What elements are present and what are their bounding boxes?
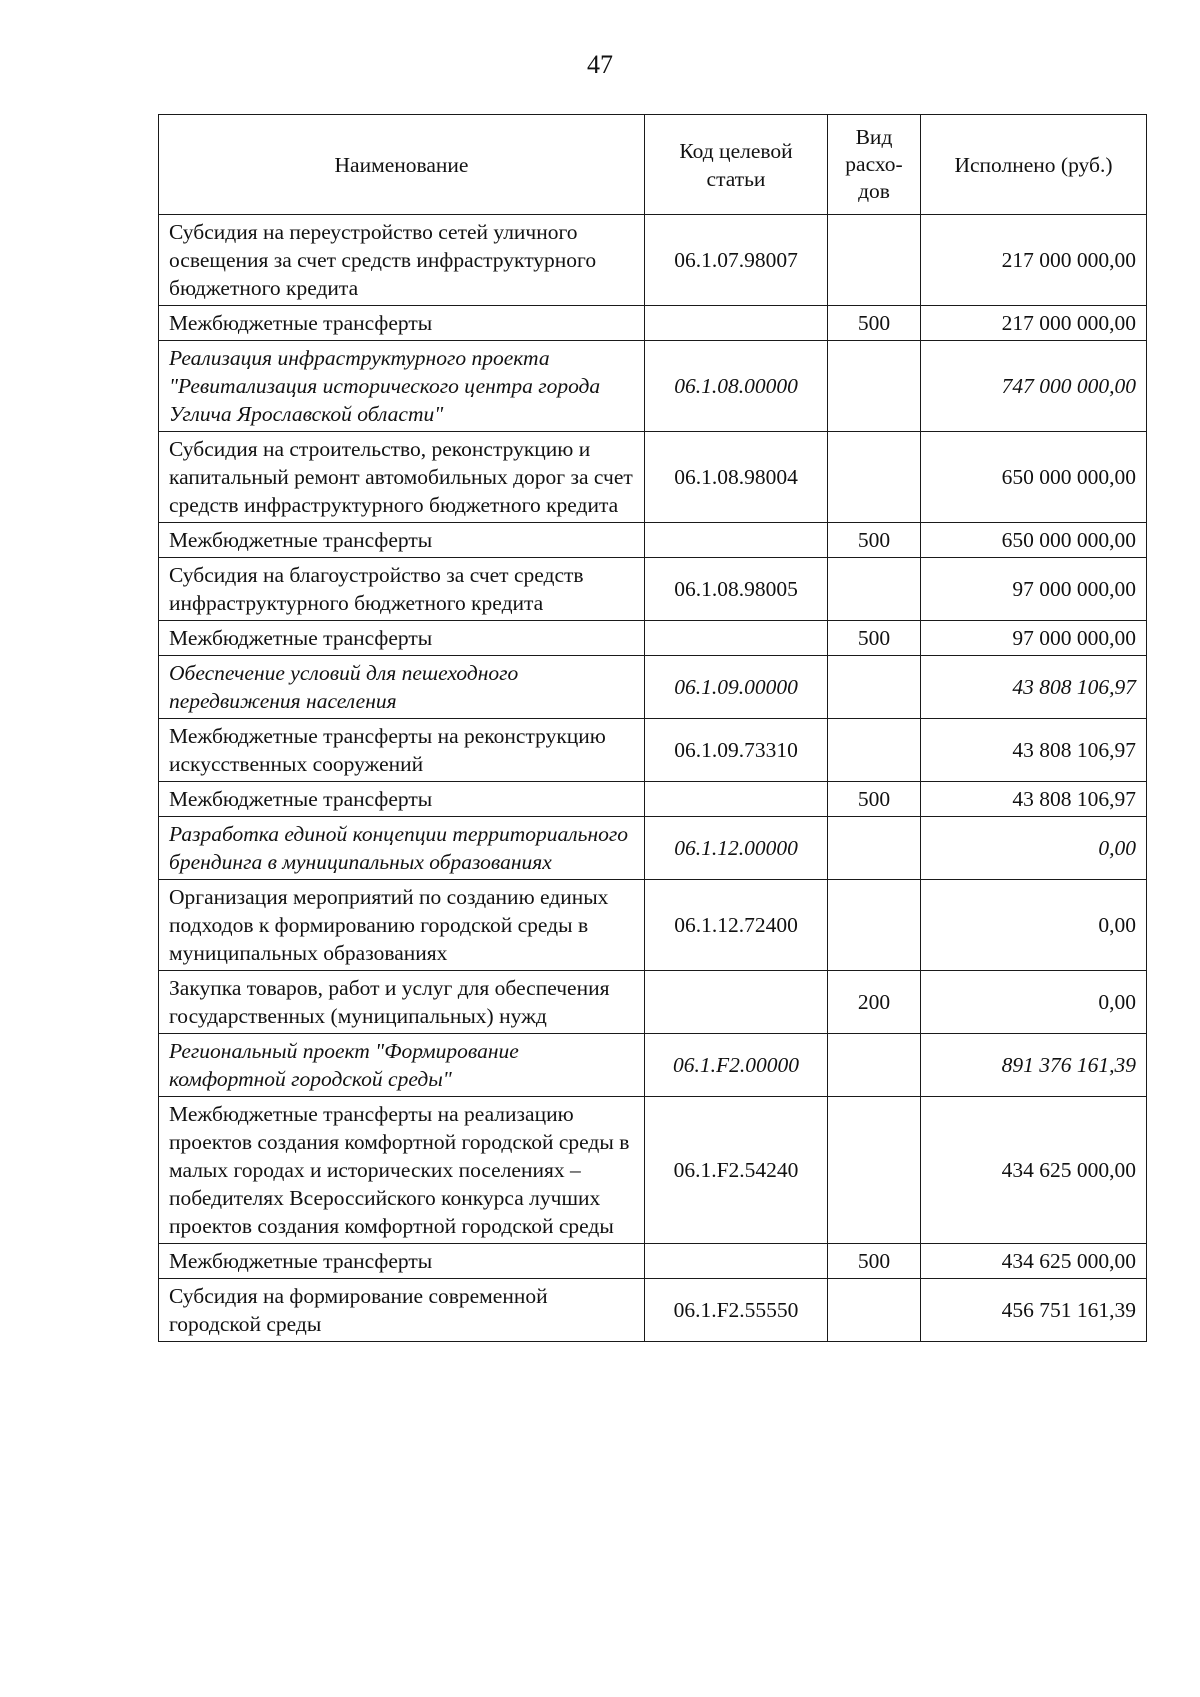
cell-name: Субсидия на переустройство сетей уличного освещения за счет средств инфраструктурного бюджетного кредита xyxy=(159,215,645,306)
cell-executed: 434 625 000,00 xyxy=(921,1097,1147,1244)
header-name: Наименование xyxy=(159,115,645,215)
table-row xyxy=(159,971,1147,1034)
cell-code: 06.1.08.00000 xyxy=(645,341,828,432)
table-row xyxy=(159,656,1147,719)
cell-executed: 43 808 106,97 xyxy=(921,719,1147,782)
cell-expense-type xyxy=(828,215,921,306)
cell-executed: 217 000 000,00 xyxy=(921,215,1147,306)
table-row xyxy=(159,1244,1147,1279)
cell-code xyxy=(645,971,828,1034)
cell-code: 06.1.08.98004 xyxy=(645,432,828,523)
table-body xyxy=(159,215,1147,1342)
cell-name: Межбюджетные трансферты на реализацию проектов создания комфортной городской среды в малых городах и исторических поселениях – победителях Всероссийского конкурса лучших проектов создания комфортной городской среды xyxy=(159,1097,645,1244)
cell-name: Субсидия на строительство, реконструкцию и капитальный ремонт автомобильных дорог за счет средств инфраструктурного бюджетного кредита xyxy=(159,432,645,523)
cell-code: 06.1.07.98007 xyxy=(645,215,828,306)
cell-executed: 97 000 000,00 xyxy=(921,621,1147,656)
cell-expense-type: 500 xyxy=(828,782,921,817)
cell-name: Межбюджетные трансферты xyxy=(159,782,645,817)
cell-expense-type xyxy=(828,432,921,523)
table-row xyxy=(159,782,1147,817)
cell-expense-type xyxy=(828,719,921,782)
cell-expense-type: 500 xyxy=(828,306,921,341)
table-row xyxy=(159,215,1147,306)
table-row xyxy=(159,306,1147,341)
cell-name: Субсидия на формирование современной городской среды xyxy=(159,1279,645,1342)
cell-name: Региональный проект "Формирование комфортной городской среды" xyxy=(159,1034,645,1097)
cell-name: Межбюджетные трансферты xyxy=(159,523,645,558)
table-row xyxy=(159,432,1147,523)
cell-expense-type: 500 xyxy=(828,621,921,656)
cell-name: Реализация инфраструктурного проекта "Ревитализация исторического центра города Углича Ярославской области" xyxy=(159,341,645,432)
cell-name: Закупка товаров, работ и услуг для обеспечения государственных (муниципальных) нужд xyxy=(159,971,645,1034)
cell-expense-type: 500 xyxy=(828,1244,921,1279)
cell-code: 06.1.08.98005 xyxy=(645,558,828,621)
cell-expense-type xyxy=(828,880,921,971)
cell-code: 06.1.12.00000 xyxy=(645,817,828,880)
table-row xyxy=(159,817,1147,880)
cell-expense-type xyxy=(828,1097,921,1244)
cell-executed: 747 000 000,00 xyxy=(921,341,1147,432)
cell-name: Разработка единой концепции территориального брендинга в муниципальных образованиях xyxy=(159,817,645,880)
cell-name: Субсидия на благоустройство за счет средств инфраструктурного бюджетного кредита xyxy=(159,558,645,621)
cell-name: Организация мероприятий по созданию единых подходов к формированию городской среды в муниципальных образованиях xyxy=(159,880,645,971)
cell-name: Межбюджетные трансферты xyxy=(159,621,645,656)
cell-code: 06.1.09.00000 xyxy=(645,656,828,719)
table-row xyxy=(159,341,1147,432)
cell-executed: 650 000 000,00 xyxy=(921,523,1147,558)
header-executed: Исполнено (руб.) xyxy=(921,115,1147,215)
cell-expense-type: 500 xyxy=(828,523,921,558)
cell-code: 06.1.12.72400 xyxy=(645,880,828,971)
table-row xyxy=(159,880,1147,971)
cell-executed: 0,00 xyxy=(921,880,1147,971)
cell-code: 06.1.F2.00000 xyxy=(645,1034,828,1097)
cell-code xyxy=(645,621,828,656)
cell-executed: 217 000 000,00 xyxy=(921,306,1147,341)
cell-name: Обеспечение условий для пешеходного передвижения населения xyxy=(159,656,645,719)
cell-executed: 891 376 161,39 xyxy=(921,1034,1147,1097)
header-expense-type: Вид расхо-дов xyxy=(828,115,921,215)
cell-name: Межбюджетные трансферты на реконструкцию искусственных сооружений xyxy=(159,719,645,782)
budget-execution-table xyxy=(158,114,1147,1342)
cell-code: 06.1.09.73310 xyxy=(645,719,828,782)
page-number: 47 xyxy=(587,50,613,79)
header-code: Код целевой статьи xyxy=(645,115,828,215)
table-row xyxy=(159,719,1147,782)
cell-executed: 0,00 xyxy=(921,817,1147,880)
cell-name: Межбюджетные трансферты xyxy=(159,1244,645,1279)
cell-executed: 43 808 106,97 xyxy=(921,782,1147,817)
cell-executed: 456 751 161,39 xyxy=(921,1279,1147,1342)
cell-expense-type xyxy=(828,656,921,719)
cell-executed: 650 000 000,00 xyxy=(921,432,1147,523)
table-row xyxy=(159,558,1147,621)
table-row xyxy=(159,1279,1147,1342)
cell-code xyxy=(645,782,828,817)
cell-expense-type: 200 xyxy=(828,971,921,1034)
cell-executed: 43 808 106,97 xyxy=(921,656,1147,719)
cell-expense-type xyxy=(828,1279,921,1342)
cell-code: 06.1.F2.54240 xyxy=(645,1097,828,1244)
table-row xyxy=(159,523,1147,558)
cell-expense-type xyxy=(828,817,921,880)
table-row xyxy=(159,621,1147,656)
cell-executed: 0,00 xyxy=(921,971,1147,1034)
table-header-row xyxy=(159,115,1147,215)
cell-code: 06.1.F2.55550 xyxy=(645,1279,828,1342)
table-row xyxy=(159,1097,1147,1244)
cell-executed: 434 625 000,00 xyxy=(921,1244,1147,1279)
cell-executed: 97 000 000,00 xyxy=(921,558,1147,621)
cell-expense-type xyxy=(828,1034,921,1097)
cell-expense-type xyxy=(828,558,921,621)
cell-code xyxy=(645,306,828,341)
table-row xyxy=(159,1034,1147,1097)
cell-code xyxy=(645,523,828,558)
cell-code xyxy=(645,1244,828,1279)
cell-name: Межбюджетные трансферты xyxy=(159,306,645,341)
cell-expense-type xyxy=(828,341,921,432)
